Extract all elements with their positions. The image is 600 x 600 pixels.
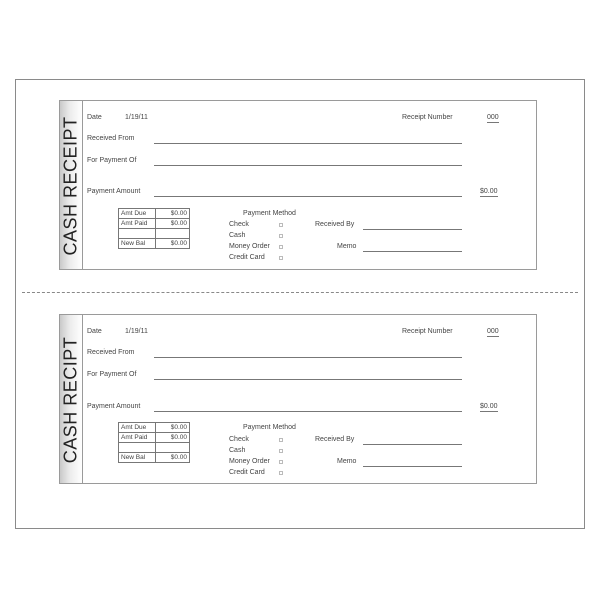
new-bal-value[interactable]: $0.00: [156, 239, 190, 249]
method-credit-card-label: Credit Card: [229, 254, 265, 261]
memo-line[interactable]: [363, 251, 462, 252]
amt-due-label: Amt Due: [119, 423, 156, 433]
method-check-label: Check: [229, 436, 249, 443]
date-value[interactable]: 1/19/11: [125, 114, 148, 121]
cash-checkbox[interactable]: [279, 449, 283, 453]
blank-value[interactable]: [156, 229, 190, 239]
amt-due-value[interactable]: $0.00: [156, 423, 190, 433]
received-from-label: Received From: [87, 349, 135, 356]
receipt-title: CASH RECEIPT: [60, 116, 81, 256]
receipt-number-value[interactable]: 000: [487, 328, 499, 335]
amount-table: [118, 422, 190, 463]
table-row: [119, 423, 190, 433]
for-payment-of-label: For Payment Of: [87, 371, 137, 378]
receipt-number-label: Receipt Number: [402, 114, 453, 121]
payment-amount-label: Payment Amount: [87, 188, 141, 195]
table-row: [119, 239, 190, 249]
amt-paid-value[interactable]: $0.00: [156, 433, 190, 443]
table-row: [119, 443, 190, 453]
payment-amount-label: Payment Amount: [87, 403, 141, 410]
table-row: [119, 229, 190, 239]
payment-method-label: Payment Method: [243, 424, 296, 431]
date-label: Date: [87, 114, 102, 121]
amount-table: [118, 208, 190, 249]
amt-due-value[interactable]: $0.00: [156, 209, 190, 219]
memo-label: Memo: [337, 243, 357, 250]
method-cash-label: Cash: [229, 232, 246, 239]
amt-paid-label: Amt Paid: [119, 219, 156, 229]
title-band: [60, 101, 83, 269]
cut-line: [22, 292, 578, 293]
date-label: Date: [87, 328, 102, 335]
receipt-1: [59, 100, 537, 270]
memo-label: Memo: [337, 458, 357, 465]
receipt-2: [59, 314, 537, 484]
table-row: [119, 433, 190, 443]
check-checkbox[interactable]: [279, 438, 283, 442]
blank-label: [119, 229, 156, 239]
new-bal-label: New Bal: [119, 239, 156, 249]
cash-checkbox[interactable]: [279, 234, 283, 238]
blank-label: [119, 443, 156, 453]
check-checkbox[interactable]: [279, 223, 283, 227]
received-by-line[interactable]: [363, 444, 462, 445]
title-band: [60, 315, 83, 483]
received-from-label: Received From: [87, 135, 135, 142]
method-cash-label: Cash: [229, 447, 246, 454]
credit-card-checkbox[interactable]: [279, 471, 283, 475]
payment-method-label: Payment Method: [243, 210, 296, 217]
receipt-number-label: Receipt Number: [402, 328, 453, 335]
method-check-label: Check: [229, 221, 249, 228]
amt-due-label: Amt Due: [119, 209, 156, 219]
received-by-line[interactable]: [363, 229, 462, 230]
new-bal-label: New Bal: [119, 453, 156, 463]
payment-amount-value[interactable]: $0.00: [480, 188, 498, 195]
for-payment-of-label: For Payment Of: [87, 157, 137, 164]
table-row: [119, 219, 190, 229]
method-money-order-label: Money Order: [229, 458, 270, 465]
received-by-label: Received By: [315, 221, 355, 228]
received-from-line[interactable]: [154, 357, 462, 358]
for-payment-of-line[interactable]: [154, 379, 462, 380]
received-from-line[interactable]: [154, 143, 462, 144]
date-value[interactable]: 1/19/11: [125, 328, 148, 335]
table-row: [119, 453, 190, 463]
method-credit-card-label: Credit Card: [229, 469, 265, 476]
for-payment-of-line[interactable]: [154, 165, 462, 166]
amt-paid-label: Amt Paid: [119, 433, 156, 443]
credit-card-checkbox[interactable]: [279, 256, 283, 260]
method-money-order-label: Money Order: [229, 243, 270, 250]
received-by-label: Received By: [315, 436, 355, 443]
blank-value[interactable]: [156, 443, 190, 453]
receipt-title: CASH RECIPT: [60, 336, 81, 464]
receipt-number-value[interactable]: 000: [487, 114, 499, 121]
payment-amount-line[interactable]: [154, 411, 462, 412]
payment-amount-value[interactable]: $0.00: [480, 403, 498, 410]
table-row: [119, 209, 190, 219]
new-bal-value[interactable]: $0.00: [156, 453, 190, 463]
memo-line[interactable]: [363, 466, 462, 467]
money-order-checkbox[interactable]: [279, 245, 283, 249]
payment-amount-line[interactable]: [154, 196, 462, 197]
amt-paid-value[interactable]: $0.00: [156, 219, 190, 229]
money-order-checkbox[interactable]: [279, 460, 283, 464]
